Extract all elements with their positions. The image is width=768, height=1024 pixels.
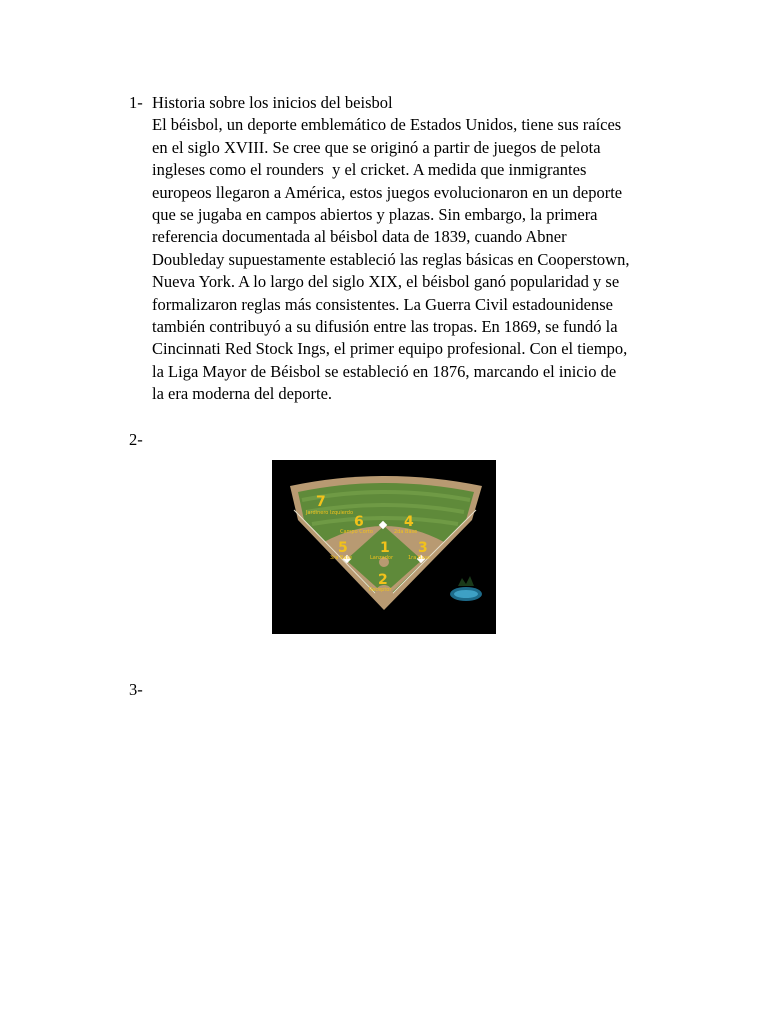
item-number-1: 1- [129, 93, 143, 112]
position-number: 6 [354, 514, 364, 530]
paragraph-line: El béisbol, un deporte emblemático de Estados Unidos, tiene sus raíces [152, 115, 622, 135]
section-1 [152, 92, 692, 406]
baseball-field-figure [272, 460, 496, 634]
position-number: 4 [404, 514, 414, 530]
paragraph-line: referencia documentada al béisbol data de 1839, cuando Abner [152, 227, 567, 247]
position-number: 7 [316, 494, 326, 510]
paragraph-line: ingleses como el rounders y el cricket. A medida que inmigrantes [152, 160, 587, 180]
position-number: 1 [380, 540, 390, 556]
paragraph-line: europeos llegaron a América, estos juegos evolucionaron en un deporte [152, 182, 623, 202]
paragraph-line: que se jugaba en campos abiertos y plazas. Sin embargo, la primera [152, 205, 598, 225]
position-label: 3ra Base [330, 555, 353, 561]
position-number: 3 [418, 540, 428, 556]
position-number: 5 [338, 540, 348, 556]
paragraph-line: la era moderna del deporte. [152, 384, 333, 404]
paragraph-line: formalizaron reglas más consistentes. La Guerra Civil estadounidense [152, 294, 613, 314]
field-diagram [272, 460, 496, 634]
position-label: 1ra Base [408, 555, 431, 561]
item-number-3: 3- [129, 680, 143, 699]
position-label: Jardinero Izquierdo [306, 510, 354, 516]
position-number: 2 [378, 572, 388, 588]
item-number-2: 2- [129, 430, 143, 449]
position-label: Campo Corto [340, 529, 373, 535]
paragraph-line: también contribuyó a su difusión entre las tropas. En 1869, se fundó la [152, 317, 618, 337]
paragraph-line: Cincinnati Red Stock Ings, el primer equipo profesional. Con el tiempo, [152, 339, 628, 359]
position-label: 2da Base [394, 529, 418, 535]
position-label: Receptor [369, 587, 392, 593]
paragraph-line: en el siglo XVIII. Se cree que se originó a partir de juegos de pelota [152, 137, 601, 157]
position-label: Lanzador [370, 555, 393, 561]
paragraph-line: Nueva York. A lo largo del siglo XIX, el béisbol ganó popularidad y se [152, 272, 620, 292]
paragraph-line: Doubleday supuestamente estableció las reglas básicas en Cooperstown, [152, 249, 630, 269]
paragraph-line: la Liga Mayor de Béisbol se estableció en 1876, marcando el inicio de [152, 361, 617, 381]
section-heading: Historia sobre los inicios del beisbol [152, 93, 393, 112]
